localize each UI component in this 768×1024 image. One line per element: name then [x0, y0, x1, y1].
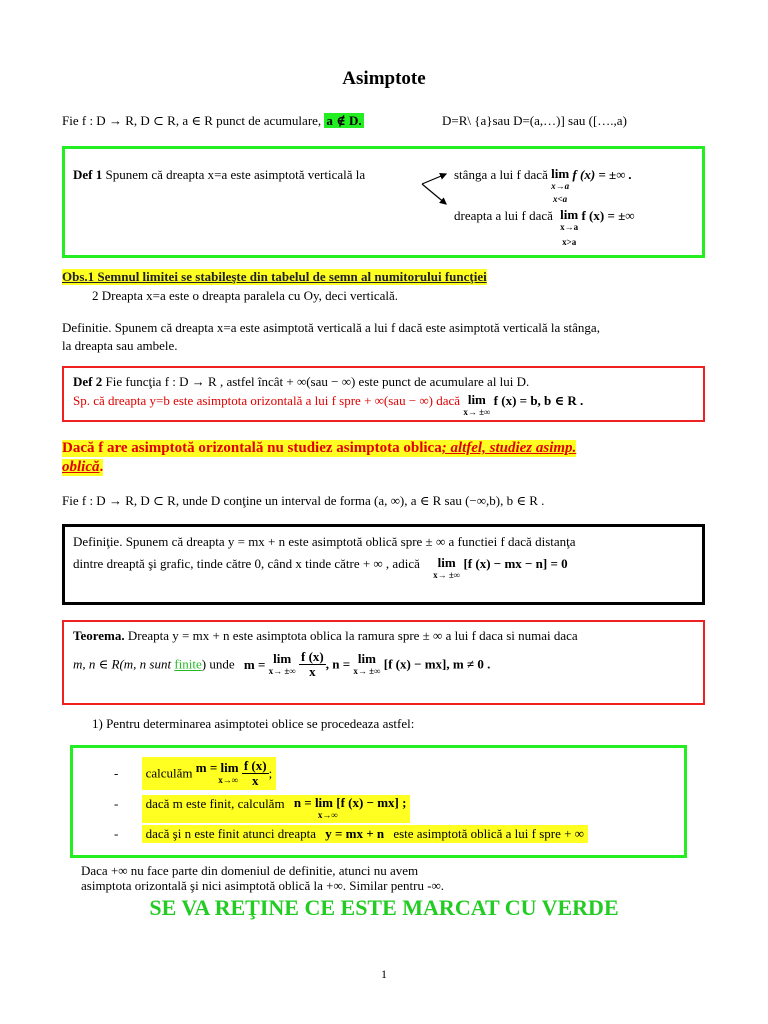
intro-domain: D=R\ {a}sau D=(a,…)] sau ([….,a) — [442, 113, 627, 128]
def1-right-text: dreapta a lui f dacă — [454, 208, 553, 223]
teorema-lim-m-sub: x→ ±∞ — [268, 665, 296, 676]
step1-end: ; — [268, 765, 273, 781]
def1-label: Def 1 — [73, 167, 103, 182]
note-line1: Daca +∞ nu face parte din domeniul de definitie, atunci nu avem — [81, 863, 419, 878]
def2-line2 — [73, 393, 583, 419]
def2-line2-red: Sp. că dreapta y=b este asimptota orizontală a lui f spre + ∞(sau − ∞) dacă — [73, 393, 461, 408]
def1-left-sub2: x<a — [553, 194, 568, 204]
step3-bullet: - — [114, 826, 119, 841]
def2-line1 — [73, 374, 529, 390]
def1-right-sub1: x→a — [560, 222, 579, 232]
def1-body: Spunem că dreapta x=a este asimptotă verticală la — [105, 167, 366, 182]
def1-right-expr: f (x) = ±∞ — [578, 208, 635, 223]
step1-m: m = lim — [195, 759, 239, 775]
warning-part3: oblică — [62, 459, 100, 475]
definitie2-expr: [f (x) − mx − n] = 0 — [460, 556, 568, 571]
step3-end: este asimptotă oblică a lui f spre + ∞ — [393, 826, 584, 841]
step3-text: dacă şi n este finit atunci dreapta — [145, 826, 316, 841]
final-banner: SE VA REŢINE CE ESTE MARCAT CU VERDE — [149, 895, 619, 920]
definitie2-lim-sub: x→ ±∞ — [433, 570, 461, 580]
warning-part1: Dacă f are asimptotă orizontală nu studiez asimptota oblica — [62, 440, 442, 456]
def1-left-text: stânga a lui f dacă — [454, 167, 548, 182]
definitie2-lim: lim — [437, 555, 456, 570]
note-line2: asimptota orizontală şi nici asimptotă oblică la +∞. Similar pentru -∞. — [81, 878, 445, 893]
step1-text: calculăm — [145, 765, 193, 781]
def1-right — [454, 208, 635, 249]
def1-right-lim: lim — [560, 207, 579, 222]
step3-expr: y = mx + n — [325, 826, 385, 841]
step1-num: f (x) — [243, 758, 267, 773]
definitie2-line2-text: dintre dreaptă şi grafic, tinde către 0, când x tinde către + ∞ , adică — [73, 556, 420, 571]
intro-prefix: Fie f : D → R, D ⊂ R, a ∈ R punct de acumulare, — [62, 113, 322, 128]
step1-highlight — [142, 757, 277, 790]
teorema-m-eq: m = — [243, 656, 266, 672]
def1-left-lim: lim — [551, 166, 570, 181]
teorema-frac-num: f (x) — [301, 649, 324, 664]
def1-left — [454, 167, 632, 206]
step1-sub: x→∞ — [218, 774, 239, 785]
step2 — [114, 795, 410, 823]
step-intro: 1) Pentru determinarea asimptotei oblice se procedeaza astfel: — [92, 716, 415, 731]
teorema-n-expr: [f (x) − mx], m ≠ 0 . — [380, 656, 491, 672]
def1-arrows — [418, 170, 454, 210]
def2-label: Def 2 — [73, 374, 103, 389]
warning-line2 — [62, 459, 103, 476]
def1-right-sub2: x>a — [562, 237, 577, 247]
step2-bullet: - — [114, 796, 119, 811]
step3 — [114, 825, 588, 843]
teorema-frac-den: x — [309, 664, 316, 679]
step2-expr: n = lim [f (x) − mx] ; — [293, 795, 407, 810]
page-title: Asimptote — [342, 68, 426, 89]
def2-expr: f (x) = b, b ∈ R . — [490, 393, 584, 408]
teorema-lim-n: lim — [357, 650, 376, 666]
teorema-n-eq: , n = — [325, 656, 351, 672]
def1-text — [73, 167, 365, 183]
step2-highlight — [142, 795, 411, 823]
definitie1-line2: la dreapta sau ambele. — [62, 338, 178, 353]
teorema-line1-text: Dreapta y = mx + n este asimptota oblica la ramura spre ± ∞ a lui f daca si numai daca — [127, 628, 578, 643]
teorema-lim-n-sub: x→ ±∞ — [353, 665, 381, 676]
def2-line1-text: Fie funcţia f : D → R , astfel încât + ∞(sau − ∞) este punct de acumulare al lui D. — [105, 374, 530, 389]
step1-den: x — [251, 773, 259, 788]
step1 — [114, 757, 276, 790]
teorema-lim-m: lim — [273, 650, 292, 666]
step2-text: dacă m este finit, calculăm — [145, 796, 285, 811]
intro2: Fie f : D → R, D ⊂ R, unde D conţine un interval de forma (a, ∞), a ∈ R sau (−∞,b), b ∈ R . — [62, 493, 545, 508]
teorema-label: Teorema. — [73, 628, 125, 643]
teorema-unde: ) unde — [201, 656, 235, 672]
def2-lim: lim — [467, 392, 486, 407]
definitie2-line1: Definiţie. Spunem că dreapta y = mx + n este asimptotă oblică spre ± ∞ a functiei f dacă distanţa — [73, 534, 576, 549]
teorema-mn: m, n ∈ R(m, n sunt — [73, 656, 172, 672]
page-number: 1 — [381, 967, 387, 981]
warning-part2: ; altfel, studiez asimp. — [441, 440, 577, 456]
definitie1-line1: Definitie. Spunem că dreapta x=a este asimptotă verticală a lui f dacă este asimptotă verticală la stânga, — [62, 320, 600, 335]
obs-line2: 2 Dreapta x=a este o dreapta paralela cu Oy, deci verticală. — [92, 288, 399, 303]
def1-left-expr: f (x) = ±∞ . — [569, 167, 632, 182]
def1-left-sub1: x→a — [551, 181, 570, 191]
teorema-line1 — [73, 628, 578, 644]
warning-part4: . — [99, 459, 104, 475]
step3-highlight — [142, 825, 588, 843]
step1-bullet: - — [114, 765, 119, 781]
warning-line1 — [62, 440, 576, 457]
intro-line — [62, 113, 364, 129]
intro-highlight: a ∉ D. — [326, 113, 362, 128]
definitie2-line2 — [73, 556, 568, 582]
step2-sub: x→∞ — [317, 810, 338, 820]
teorema-line2 — [73, 650, 490, 679]
teorema-finite: finite — [174, 656, 202, 672]
obs-line1: Obs.1 Semnul limitei se stabileşte din tabelul de semn al numitorului funcţiei — [62, 269, 487, 284]
def2-lim-sub: x→ ±∞ — [463, 407, 491, 417]
